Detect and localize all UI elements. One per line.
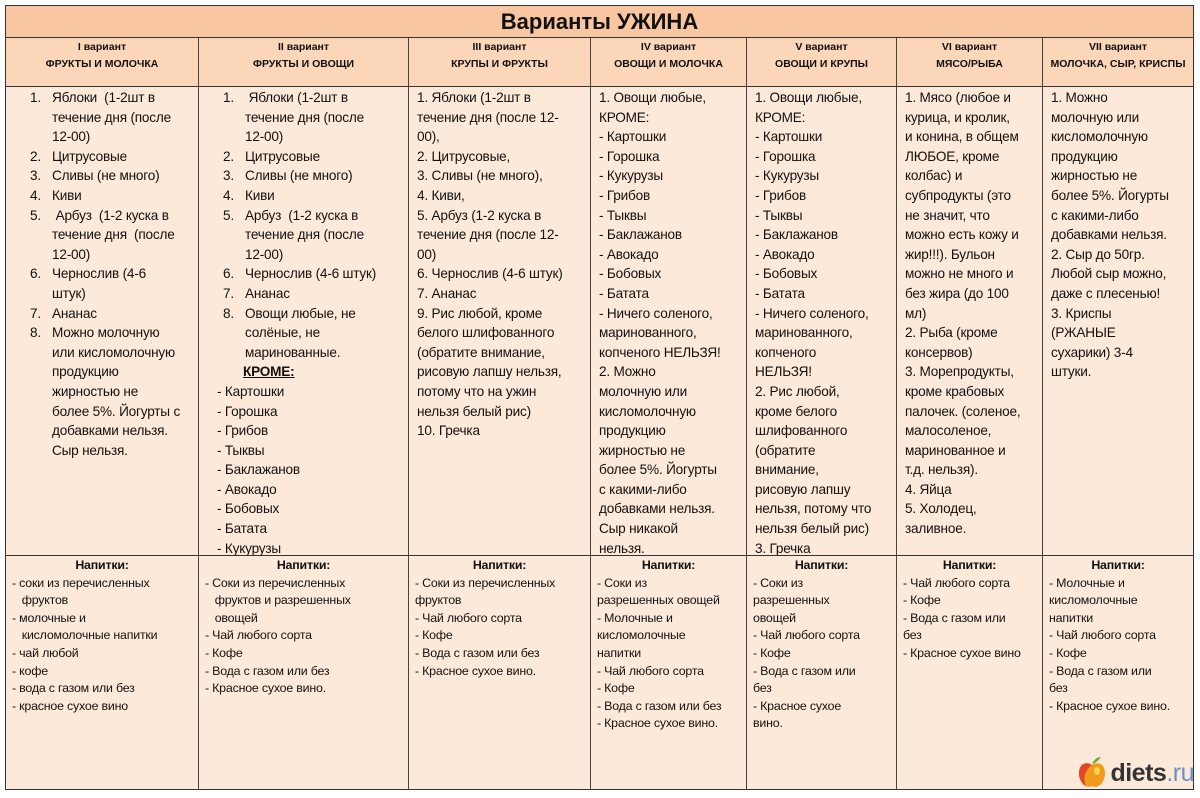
menu-line: 10. Гречка [417, 423, 480, 439]
menu-line: 9. Рис любой, кроме [417, 305, 543, 321]
item-text: Сливы (не много) [245, 168, 353, 184]
menu-line: колбас) и [905, 168, 963, 184]
menu-line: добавками нельзя. [1051, 227, 1167, 243]
menu-line: - Кукурузы [755, 168, 819, 184]
drinks-cell [747, 556, 897, 789]
menu-line [14, 166, 198, 186]
menu-line: субпродукты (это [905, 187, 1011, 203]
apple-icon [1077, 756, 1107, 790]
drinks-heading: Напитки: [1091, 558, 1145, 572]
menu-line: маринованного, [599, 325, 697, 341]
column-header [409, 38, 591, 87]
menu-cell [199, 87, 409, 556]
drink-item: - Чай любого сорта [753, 628, 860, 643]
drink-item: разрешенных овощей [597, 593, 720, 608]
menu-line [207, 304, 408, 324]
menu-line: заливное. [905, 521, 967, 537]
menu-line: курица, и кролик, [905, 109, 1010, 125]
drink-item: - Вода с газом или [1049, 663, 1152, 678]
menu-line: т.д. нельзя). [905, 462, 978, 478]
menu-line [207, 186, 408, 206]
menu-line: 2. Рис любой, [755, 383, 840, 399]
menu-line [14, 343, 198, 363]
item-text: продукцию [52, 364, 119, 380]
menu-line: белого шлифованного [417, 325, 555, 341]
menu-line: (РЖАНЫЕ [1051, 325, 1116, 341]
drinks-cell [6, 556, 199, 789]
drink-item: овощей [753, 610, 796, 625]
menu-line: Любой сыр можно, [1051, 266, 1167, 282]
menu-line [14, 206, 198, 226]
column-header [591, 38, 747, 87]
menu-cell [409, 87, 591, 556]
item-text: 12-00) [52, 246, 91, 262]
drink-item: - Чай любого сорта [597, 663, 704, 678]
drink-item: - Соки из [597, 575, 647, 590]
item-number: 1. [30, 90, 41, 105]
menu-line: кроме белого [755, 403, 837, 419]
menu-line [207, 108, 408, 128]
menu-line: - Горошка [755, 148, 816, 164]
menu-line: 1. Мясо (любое и [905, 90, 1011, 105]
menu-line: 3. Криспы [1051, 305, 1112, 321]
menu-line: кроме крабовых [905, 383, 1005, 399]
variant-number: IV вариант [640, 41, 697, 53]
item-text: Яблоки (1-2шт в [52, 90, 155, 105]
menu-line: - Ничего соленого, [599, 305, 713, 321]
menu-line: 2. Цитрусовые, [417, 148, 511, 164]
menu-line: кисломолочную [599, 403, 696, 419]
menu-line: - Баклажанов [755, 227, 838, 243]
drink-item: напитки [1049, 610, 1093, 625]
drink-item: фруктов [12, 593, 69, 608]
menu-line: более 5%. Йогурты [599, 462, 717, 478]
menu-line: 00) [417, 246, 437, 262]
item-text: течение дня (после [52, 109, 171, 125]
drink-item: - Вода с газом или без [415, 645, 540, 660]
drink-item: - чай любой [12, 645, 79, 660]
menu-line: малосоленое, [905, 423, 992, 439]
menu-line: - Авокадо [755, 246, 815, 262]
menu-line: внимание, [755, 462, 819, 478]
menu-line: штуки. [1051, 364, 1092, 380]
menu-line [14, 186, 198, 206]
drink-item: - Чай любого сорта [1049, 628, 1156, 643]
variant-name: МЯСО/РЫБА [936, 58, 1003, 70]
menu-line [14, 284, 198, 304]
menu-line: кисломолочную [1051, 129, 1148, 145]
item-text: Чернослив (4-6 штук) [245, 266, 377, 282]
menu-line [14, 362, 198, 382]
menu-line: 1. Овощи любые, [755, 90, 862, 105]
item-text: течение дня (после [52, 227, 175, 243]
item-text: Цитрусовые [52, 148, 127, 164]
menu-line: маринованное и [905, 442, 1006, 458]
menu-line: нельзя белый рис) [417, 403, 531, 419]
drink-item: овощей [205, 610, 258, 625]
drink-item: - Красное сухое вино. [415, 663, 536, 678]
drink-item: - Кофе [597, 681, 635, 696]
item-text: Киви [52, 187, 82, 203]
item-number: 6. [30, 266, 41, 282]
item-text: добавками нельзя. [52, 423, 168, 439]
menu-line: - Кукурузы [217, 540, 281, 556]
item-number: 4. [223, 187, 234, 203]
item-text: или кисломолочную [52, 344, 176, 360]
item-text: Сливы (не много) [52, 168, 160, 184]
variant-number: VI вариант [941, 41, 998, 53]
menu-line: - Грибов [217, 423, 269, 439]
drink-item: без [1049, 681, 1068, 696]
column-header [1043, 38, 1193, 87]
drink-item: - Молочные и [1049, 575, 1125, 590]
item-text: 12-00) [52, 129, 91, 145]
item-text: Арбуз (1-2 куска в [52, 207, 169, 223]
item-number: 5. [223, 207, 234, 223]
menu-cell [897, 87, 1043, 556]
menu-line: не значит, что [905, 207, 990, 223]
menu-line: нельзя белый рис) [755, 521, 869, 537]
menu-line: 3. Морепродукты, [905, 364, 1014, 380]
menu-line: - Авокадо [599, 246, 659, 262]
variant-name: ФРУКТЫ И ОВОЩИ [252, 58, 354, 70]
menu-line: - Тыквы [217, 442, 265, 458]
menu-line [14, 382, 198, 402]
menu-line: 00), [417, 129, 440, 145]
menu-cell [1043, 87, 1193, 556]
drink-item: - Кофе [205, 645, 243, 660]
menu-line: - Бобовых [599, 266, 662, 282]
menu-line: - Батата [217, 521, 267, 537]
menu-line: КРОМЕ: [599, 109, 650, 125]
menu-cell [6, 87, 199, 556]
item-number: 3. [223, 168, 234, 184]
item-number: 6. [223, 266, 234, 282]
menu-line: продукцию [599, 423, 666, 439]
variant-name: МОЛОЧКА, СЫР, КРИСПЫ [1050, 58, 1186, 70]
drinks-heading: Напитки: [276, 558, 331, 572]
menu-cell [747, 87, 897, 556]
menu-line [207, 166, 408, 186]
menu-line: 6. Чернослив (4-6 штук) [417, 266, 563, 282]
drink-item: - Соки из перечисленных [205, 575, 346, 590]
variant-number: I вариант [77, 41, 127, 53]
menu-line: - Тыквы [755, 207, 803, 223]
menu-line: Сыр никакой [599, 521, 678, 537]
menu-line: с какими-либо [599, 481, 687, 497]
menu-line: более 5%. Йогурты [1051, 187, 1169, 203]
menu-line: 2. Рыба (кроме [905, 325, 998, 341]
drink-item: кисломолочные напитки [12, 628, 158, 643]
menu-line: жир!!!). Бульон [905, 246, 995, 262]
table-title: Варианты УЖИНА [6, 6, 1193, 38]
menu-line: маринованного, [755, 325, 853, 341]
item-text: Киви [245, 187, 275, 203]
item-number: 1. [223, 90, 234, 105]
drink-item: - Вода с газом или без [597, 698, 722, 713]
item-number: 2. [30, 148, 41, 164]
item-number: 7. [30, 305, 41, 321]
menu-line [14, 147, 198, 167]
item-number: 3. [30, 168, 41, 184]
variant-number: III вариант [472, 41, 527, 53]
item-text: более 5%. Йогурты с [52, 403, 181, 419]
menu-line: - Бобовых [755, 266, 818, 282]
item-text: 12-00) [245, 246, 284, 262]
item-text: Чернослив (4-6 [52, 266, 146, 282]
menu-line [207, 323, 408, 343]
item-text: Яблоки (1-2шт в [245, 90, 348, 105]
menu-line [207, 206, 408, 226]
menu-line: - Картошки [217, 383, 285, 399]
menu-line: - Батата [755, 285, 805, 301]
drinks-heading: Напитки: [472, 558, 527, 572]
menu-line: 2. Сыр до 50гр. [1051, 246, 1145, 262]
site-logo [1077, 756, 1194, 790]
menu-line: - Картошки [599, 129, 667, 145]
drink-item: без [903, 628, 922, 643]
item-number: 8. [30, 325, 41, 341]
drinks-heading: Напитки: [641, 558, 696, 572]
drink-item: - Кофе [415, 628, 453, 643]
menu-cell [591, 87, 747, 556]
drink-item: - Красное сухое вино [903, 645, 1021, 660]
menu-line: молочную или [1051, 109, 1140, 125]
drink-item: - Вода с газом или [753, 663, 856, 678]
drink-item: - соки из перечисленных [12, 575, 150, 590]
menu-line [14, 441, 198, 461]
drink-item: без [753, 681, 772, 696]
menu-line [207, 264, 408, 284]
menu-line: - Бобовых [217, 501, 280, 517]
menu-line: - Кукурузы [599, 168, 663, 184]
item-text: Ананас [52, 305, 97, 321]
menu-line [207, 147, 408, 167]
drink-item: кисломолочные [597, 628, 686, 643]
item-text: Овощи любые, не [245, 305, 356, 321]
menu-line: 1. Можно [1051, 90, 1108, 105]
menu-line [14, 264, 198, 284]
drinks-heading: Напитки: [942, 558, 997, 572]
menu-line: можно не много и [905, 266, 1014, 282]
item-number: 2. [223, 148, 234, 164]
menu-line [207, 225, 408, 245]
menu-line [14, 402, 198, 422]
menu-line: 3. Сливы (не много), [417, 168, 543, 184]
item-text: штук) [52, 285, 86, 301]
menu-line: молочную или [599, 383, 688, 399]
drinks-cell [1043, 556, 1193, 789]
menu-line: 5. Холодец, [905, 501, 977, 517]
menu-line: рисовую лапшу [755, 481, 851, 497]
menu-line: 3. Гречка [755, 540, 811, 556]
drink-item: кисломолочные [1049, 593, 1138, 608]
menu-line: - Баклажанов [217, 462, 300, 478]
menu-line: шлифованного [755, 423, 848, 439]
drink-item: разрешенных [753, 593, 830, 608]
drink-item: - Кофе [753, 645, 791, 660]
item-text: течение дня (после [245, 109, 364, 125]
menu-line: - Горошка [599, 148, 660, 164]
item-text: 12-00) [245, 129, 284, 145]
menu-line: течение дня (после 12- [417, 109, 559, 125]
menu-line: 2. Можно [599, 364, 656, 380]
menu-line: жирностью не [599, 442, 686, 458]
drink-item: - Кофе [1049, 645, 1087, 660]
menu-line: ЛЮБОЕ, кроме [905, 148, 1000, 164]
drinks-heading: Напитки: [794, 558, 849, 572]
menu-line: - Грибов [599, 187, 651, 203]
drink-item: - Чай любого сорта [903, 575, 1010, 590]
menu-line: нельзя. [599, 540, 645, 556]
menu-line: 1. Овощи любые, [599, 90, 706, 105]
menu-line: - Горошка [217, 403, 278, 419]
variant-name: КРУПЫ И ФРУКТЫ [451, 58, 548, 70]
drink-item: фруктов и разрешенных [205, 593, 351, 608]
menu-line: - Ничего соленого, [755, 305, 869, 321]
menu-line: добавками нельзя. [599, 501, 715, 517]
menu-line: можно есть кожу и [905, 227, 1019, 243]
menu-line: (обратите внимание, [417, 344, 545, 360]
item-text: течение дня (после [245, 227, 364, 243]
variant-name: ОВОЩИ И МОЛОЧКА [614, 58, 723, 70]
drink-item: - Молочные и [597, 610, 673, 625]
drink-item: - Вода с газом или без [205, 663, 330, 678]
drink-item: - Чай любого сорта [415, 610, 522, 625]
item-text: маринованные. [245, 344, 341, 360]
item-text: жирностью не [52, 383, 139, 399]
item-text: солёные, не [245, 325, 320, 341]
drink-item: - молочные и [12, 610, 86, 625]
column-header [897, 38, 1043, 87]
menu-line: течение дня (после 12- [417, 227, 559, 243]
drink-item: - Красное сухое вино. [1049, 698, 1170, 713]
menu-line: нельзя, потому что [755, 501, 872, 517]
column-header [199, 38, 409, 87]
menu-line: с какими-либо [1051, 207, 1139, 223]
menu-line: консервов) [905, 344, 973, 360]
menu-line [207, 284, 408, 304]
menu-line: рисовую лапшу нельзя, [417, 364, 562, 380]
menu-line: 7. Ананас [417, 285, 477, 301]
drink-item: - Кофе [903, 593, 941, 608]
menu-line [14, 323, 198, 343]
menu-line: копченого НЕЛЬЗЯ! [599, 344, 721, 360]
menu-line [207, 343, 408, 363]
drink-item: напитки [597, 645, 641, 660]
menu-line: потому что на ужин [417, 383, 537, 399]
drink-item: - Соки из [753, 575, 803, 590]
except-label: КРОМЕ: [243, 364, 295, 380]
drinks-cell [409, 556, 591, 789]
menu-line [14, 88, 198, 108]
menu-line: 5. Арбуз (1-2 куска в [417, 207, 542, 223]
menu-line: - Авокадо [217, 481, 277, 497]
item-text: Арбуз (1-2 куска в [245, 207, 359, 223]
menu-line [14, 127, 198, 147]
menu-line: сухарики) 3-4 [1051, 344, 1133, 360]
item-number: 5. [30, 207, 41, 223]
menu-line [14, 421, 198, 441]
menu-line: продукцию [1051, 148, 1118, 164]
drinks-cell [199, 556, 409, 789]
drink-item: - Красное сухое вино. [597, 716, 718, 731]
menu-line: мл) [905, 305, 927, 321]
menu-line: 1. Яблоки (1-2шт в [417, 90, 531, 105]
drink-item: - кофе [12, 663, 48, 678]
item-number: 7. [223, 285, 234, 301]
drink-item: - вода с газом или без [12, 681, 135, 696]
menu-line [207, 127, 408, 147]
item-text: Цитрусовые [245, 148, 320, 164]
menu-line [207, 245, 408, 265]
variant-number: V вариант [795, 41, 848, 53]
menu-line: и конина, в общем [905, 129, 1019, 145]
menu-line: - Грибов [755, 187, 807, 203]
menu-line: без жира (до 100 [905, 285, 1009, 301]
menu-line: жирностью не [1051, 168, 1138, 184]
item-text: Ананас [245, 285, 290, 301]
drink-item: - Соки из перечисленных [415, 575, 556, 590]
menu-line [14, 225, 198, 245]
drinks-heading: Напитки: [75, 558, 129, 572]
menu-line: КРОМЕ: [755, 109, 806, 125]
drink-item: - Чай любого сорта [205, 628, 312, 643]
menu-line: 4. Яйца [905, 481, 952, 497]
drinks-cell [897, 556, 1043, 789]
column-header [6, 38, 199, 87]
item-text: Можно молочную [52, 325, 160, 341]
item-text: Сыр нельзя. [52, 442, 128, 458]
menu-line [14, 245, 198, 265]
menu-line: копченого [755, 344, 817, 360]
menu-line: - Тыквы [599, 207, 647, 223]
menu-line [207, 88, 408, 108]
menu-line: - Картошки [755, 129, 823, 145]
item-number: 8. [223, 305, 234, 321]
menu-line: даже с плесенью! [1051, 285, 1161, 301]
drink-item: - Красное сухое вино. [205, 681, 326, 696]
menu-line: - Баклажанов [599, 227, 682, 243]
menu-line [14, 108, 198, 128]
drink-item: - Красное сухое [753, 698, 842, 713]
dinner-variants-table [5, 5, 1194, 790]
column-header [747, 38, 897, 87]
variant-number: VII вариант [1088, 41, 1148, 53]
variant-number: II вариант [277, 41, 330, 53]
item-number: 4. [30, 187, 41, 203]
logo-text: diets.ru [1110, 758, 1194, 787]
drink-item: - Вода с газом или [903, 610, 1006, 625]
menu-line: (обратите [755, 442, 816, 458]
menu-line: НЕЛЬЗЯ! [755, 364, 812, 380]
drinks-cell [591, 556, 747, 789]
variant-name: ФРУКТЫ И МОЛОЧКА [45, 58, 159, 70]
drink-item: фруктов [415, 593, 462, 608]
variant-name: ОВОЩИ И КРУПЫ [775, 58, 868, 70]
menu-line: палочек. (соленое, [905, 403, 1021, 419]
drink-item: - красное сухое вино [12, 698, 128, 713]
menu-line: - Батата [599, 285, 649, 301]
menu-line [14, 304, 198, 324]
menu-line: 4. Киви, [417, 187, 465, 203]
drink-item: вино. [753, 716, 783, 731]
